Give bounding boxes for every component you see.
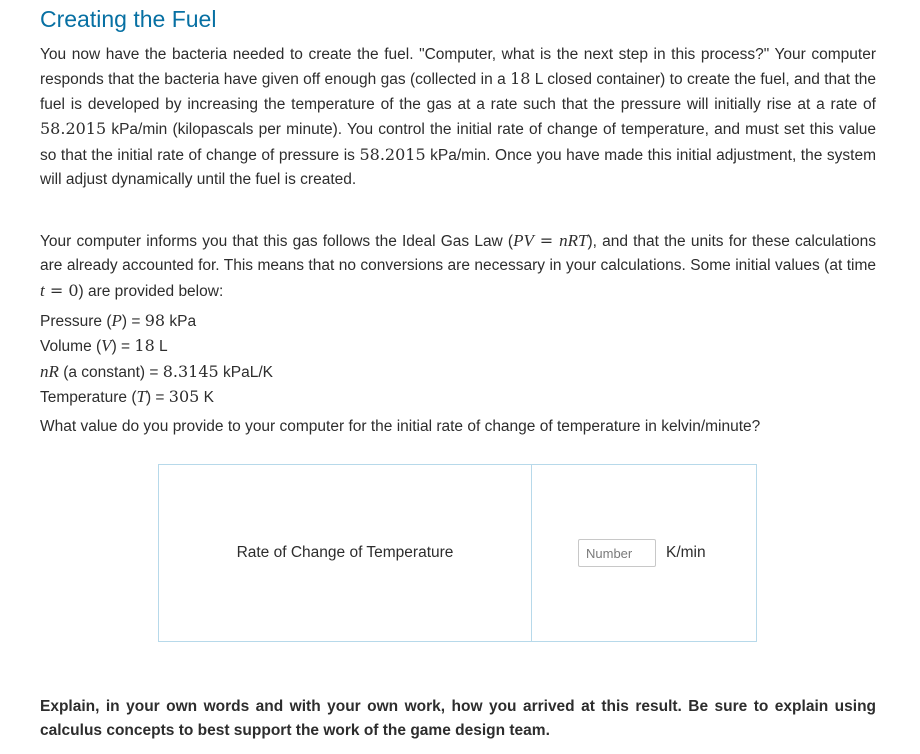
initial-values-list — [40, 309, 876, 411]
answer-input-cell — [532, 465, 756, 641]
temperature-value-line: Temperature (T) = 305 K — [40, 387, 214, 407]
volume-value-line: Volume (V) = 18 L — [40, 336, 168, 356]
unit-label: K/min — [666, 544, 706, 561]
nr-constant-line: nR (a constant) = 8.3145 kPaL/K — [40, 361, 273, 381]
intro-paragraph: You now have the bacteria needed to create the fuel. "Computer, what is the next step in this process?" Your computer responds that the bacteria have given off enough gas (collected in a 18 L closed container) to create the fuel, and that the fuel is developed by increasing the temperature of the gas at a rate such that the pressure will initially rise at a rate of 58.2015 kPa/min (kilopascals per minute). You control the initial rate of change of temperature, and must set this value so that the initial rate of change of pressure is 58.2015 kPa/min. Once you have made this initial adjustment, the system will adjust dynamically until the fuel is created. — [40, 46, 876, 189]
ideal-gas-paragraph: Your computer informs you that this gas follows the Ideal Gas Law (PV = nRT), and that the units for these calculations are already accounted for. This means that no conversions are necessary in your calculations. Some initial values (at time t = 0) are provided below: — [40, 231, 877, 300]
explain-prompt: Explain, in your own words and with your own work, how you arrived at this result. Be sure to explain using calculus concepts to best support the work of the game design team. — [40, 698, 876, 740]
pressure-value-line: Pressure (P) = 98 kPa — [40, 311, 197, 330]
question-text: What value do you provide to your computer for the initial rate of change of temperature in kelvin/minute? — [40, 418, 761, 435]
pressure-rate-1: 58.2015 — [40, 119, 107, 139]
time-variable: t — [40, 280, 45, 300]
answer-label: Rate of Change of Temperature — [159, 465, 532, 641]
page-title: Creating the Fuel — [40, 6, 217, 32]
answer-table — [158, 464, 757, 642]
equation-right: nRT — [559, 231, 588, 250]
pressure-rate-2: 58.2015 — [359, 144, 426, 164]
container-volume: 18 — [510, 69, 531, 89]
rate-of-change-input[interactable] — [578, 539, 656, 567]
equation-left: PV — [513, 231, 534, 250]
